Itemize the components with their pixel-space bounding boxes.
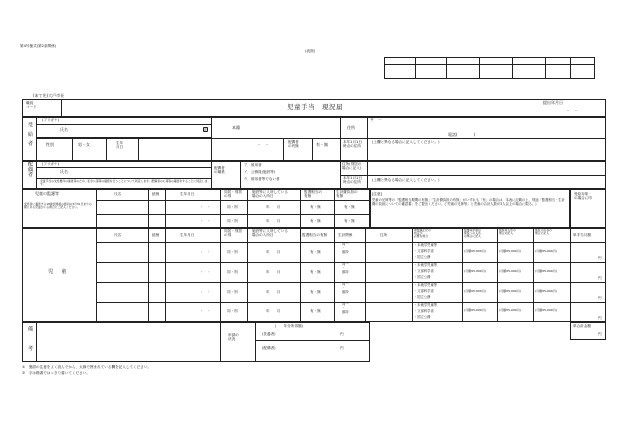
child-yen: 円 — [598, 316, 602, 320]
self-col-facility: 施設等に入所している 場合の入所日 — [252, 190, 288, 199]
right-bottom-label: 単合計金額 — [573, 324, 591, 328]
child-amount-2: (月額¥5,000円) — [499, 249, 521, 253]
child-custody[interactable]: 有・無 — [310, 250, 321, 254]
submission-date-value[interactable]: ・ ・ — [566, 108, 578, 113]
child-opt[interactable]: ・文部科学省 — [414, 269, 434, 273]
child-custody[interactable]: 有・無 — [310, 309, 321, 313]
children-col-custody: 監護相当の有無 — [302, 233, 328, 237]
spouse-category-label: 配偶者 の職業 — [214, 166, 225, 175]
spouse-side-label: 配偶者 — [26, 161, 33, 177]
children-extra-col-2: 監護等が国の 施設への入所 の場合に記入 — [464, 228, 481, 239]
self-col-support: 生計費負担の 有無 — [336, 190, 358, 199]
child-yen: 円 — [598, 256, 602, 260]
children-col-relation: 続柄 — [152, 233, 160, 237]
child-amount-2: (月額¥5,000円) — [499, 308, 521, 312]
applicant-sex-options[interactable]: 男・女 — [78, 142, 90, 147]
children-col-dob: 生年月日 — [180, 233, 195, 237]
applicant-spouse-label: 配偶者 の有無 — [288, 140, 299, 149]
child-amount-3: (月額¥5,000円) — [535, 289, 557, 293]
child-dob[interactable]: ・ ・ — [200, 309, 211, 313]
children-extra-col-1: 単独適正化の 判定が 必要な場合 — [414, 228, 431, 239]
remarks-block — [22, 322, 370, 365]
self-col-relation: 続柄 — [152, 192, 160, 196]
child-cohab[interactable]: 同・別 — [227, 290, 238, 294]
child-cohab[interactable]: 同・別 — [227, 250, 238, 254]
child-living[interactable]: 同一 ・ 維持 — [342, 302, 349, 314]
submission-date-label: 提出年月日 — [543, 100, 563, 105]
child-amount-1: (月額¥5,000円) — [464, 289, 486, 293]
spouse-category-item: ウ．被用者等でない者 — [244, 177, 280, 181]
child-opt[interactable]: ・国立公務 — [414, 315, 431, 319]
children-col-name: 氏名 — [114, 233, 122, 237]
child-cohab[interactable]: 同・別 — [227, 309, 238, 313]
child-opt[interactable]: ・文部科学省 — [414, 289, 434, 293]
remarks-status-label: 申請の 状況 — [228, 333, 239, 342]
applicant-seal-icon: 印 — [204, 128, 208, 132]
self-row-cohab[interactable]: 同・別 — [227, 205, 238, 209]
applicant-birthday-label: 生年 月日 — [116, 141, 124, 150]
child-dob[interactable]: ・ ・ — [200, 250, 211, 254]
child-opt[interactable]: ・未就学児童等 — [414, 303, 438, 307]
spouse-category-item: イ．公務員(施設等) — [244, 170, 276, 174]
self-row-support[interactable]: 有・無 — [344, 205, 355, 209]
child-opt[interactable]: ・国立公務 — [414, 255, 431, 259]
self-col-dob: 生年月日 — [180, 192, 195, 196]
children-col-facility: 施設等に入所している 場合の入所日 — [252, 229, 288, 238]
office-code-label: 職員 コード — [26, 101, 37, 110]
child-custody[interactable]: 有・無 — [310, 270, 321, 274]
child-custody[interactable]: 有・無 — [310, 290, 321, 294]
self-row-ym[interactable]: 年 月 — [266, 219, 281, 223]
child-yen: 円 — [598, 296, 602, 300]
self-row-dob[interactable]: ・ ・ — [200, 205, 211, 209]
paper-type: (表面) — [305, 49, 315, 53]
child-living[interactable]: 同一 ・ 維持 — [342, 282, 349, 294]
applicant-sex-label: 性別 — [46, 142, 54, 147]
self-col-cohab: 同居・別居 の別 — [224, 190, 242, 199]
applicant-side-label: 受給者 — [26, 122, 33, 150]
notice-box — [370, 189, 570, 228]
remarks-yen-1: 円 — [340, 332, 344, 336]
child-ym[interactable]: 年 月 — [266, 270, 281, 274]
child-opt[interactable]: ・未就学児童等 — [414, 243, 438, 247]
child-cohab[interactable]: 同・別 — [227, 270, 238, 274]
children-col-address: 住所 — [380, 233, 388, 237]
applicant-postal[interactable]: 〒 － — [370, 117, 382, 122]
children-col-living: 生計関係 — [338, 233, 353, 237]
child-amount-3: (月額¥5,000円) — [535, 269, 557, 273]
child-opt[interactable]: ・未就学児童等 — [414, 263, 438, 267]
child-opt[interactable]: ・文部科学省 — [414, 249, 434, 253]
child-amount-1: (月額¥5,000円) — [464, 308, 486, 312]
form-number: 第4号様式(第2条関係) — [20, 44, 57, 48]
self-row-cohab[interactable]: 同・別 — [227, 219, 238, 223]
spouse-jan1-label: 本年1月1日 時点の住所 — [343, 176, 362, 185]
child-opt[interactable]: ・国立公務 — [414, 295, 431, 299]
remarks-tax-status: ( 年分所得額) — [275, 324, 303, 328]
self-row-custody[interactable]: 有・無 — [310, 219, 321, 223]
self-row-ym[interactable]: 年 月 — [266, 205, 281, 209]
child-amount-1: (月額¥5,000円) — [464, 269, 486, 273]
child-amount-3: (月額¥5,000円) — [535, 249, 557, 253]
applicant-phone[interactable]: 電話( ) — [448, 132, 476, 137]
applicant-dob[interactable]: ・ ・ — [257, 142, 269, 147]
right-mid-label: 単手当月額 — [573, 233, 591, 237]
remarks-yen-2: 円 — [340, 346, 344, 350]
footnote: ② 字は楷書ではっきり書いてください。 — [22, 371, 90, 375]
child-opt[interactable]: ・文部科学省 — [414, 309, 434, 313]
children-extra-col-3: 施設等入所の 場合の記入 — [499, 228, 516, 236]
self-row-custody[interactable]: 有・無 — [310, 205, 321, 209]
spouse-furigana-label: (フリガナ) — [42, 162, 59, 166]
child-living[interactable]: 同一 ・ 維持 — [342, 262, 349, 274]
notice-title: [注意] — [372, 192, 382, 196]
self-col-name: 氏名 — [114, 192, 122, 196]
self-row-support[interactable]: 有・無 — [344, 219, 355, 223]
applicant-address-label: 住所 — [347, 125, 355, 130]
right-top-label: 受給対象 の場合に印 — [574, 192, 592, 201]
child-dob[interactable]: ・ ・ — [200, 270, 211, 274]
child-ym[interactable]: 年 月 — [266, 250, 281, 254]
child-living[interactable]: 同一 ・ 維持 — [342, 242, 349, 254]
child-dob[interactable]: ・ ・ — [200, 290, 211, 294]
applicant-jan1-note: (上欄と異なる場合に記入してください。) — [372, 140, 440, 144]
footnote: ① 裏面の注意をよく読んでから、太線で囲まれている欄を記入してください。 — [22, 365, 152, 369]
right-bottom-yen: 円 — [598, 332, 602, 336]
self-subnote: 受給者に養育する18歳到達後の最初の3月31日までの間にある児童がいる場合にご記入ください。 — [24, 202, 92, 210]
spouse-note: 児童手当の支給要件の審査等のため、私が公簿等の確認を行うことについて同意します。配偶者の公簿等の確認をすることに同意します。 — [40, 179, 208, 187]
addressee: (あて先)大戸市長 — [33, 93, 65, 98]
child-ym[interactable]: 年 月 — [266, 290, 281, 294]
self-header: 児童の監護等 — [35, 191, 59, 196]
applicant-domicile-label: 本籍 — [232, 125, 240, 130]
form-title: 児童手当 現況届 — [287, 103, 343, 111]
children-col-cohab: 同居・別居 の別 — [224, 229, 242, 238]
child-opt[interactable]: ・未就学児童等 — [414, 283, 438, 287]
self-col-custody: 監護相当の 有無 — [304, 190, 322, 199]
children-side-label: 児童 — [48, 269, 75, 275]
spouse-name-field[interactable] — [80, 167, 211, 178]
remarks-side-label: 備考 — [26, 326, 33, 365]
spouse-name-label: 氏名 — [60, 169, 68, 174]
remarks-dependents-1: (扶養者) — [262, 332, 276, 336]
applicant-jan1-label: 本年1月1日 時点の住所 — [343, 140, 362, 149]
child-opt[interactable]: ・国立公務 — [414, 275, 431, 279]
notice-text: 児童の兄姉等の「監護相当期間の有無」「生計費負担の有無」がいずれも「有」の場合は、本表に記載の上、別途「監護相当・生計費の負担についての確認書」をご提出ください。(「児童の兄姉等」と児童の合計人数が3人以上の場合に限る。) — [372, 198, 565, 206]
self-row-dob[interactable]: ・ ・ — [200, 219, 211, 223]
child-yen: 円 — [598, 276, 602, 280]
child-amount-3: (月額¥5,000円) — [535, 308, 557, 312]
spouse-address-label: 住所(別居の 場合に記入) — [342, 162, 362, 171]
applicant-name-field[interactable] — [36, 124, 211, 138]
child-amount-2: (月額¥5,000円) — [499, 269, 521, 273]
children-extra-col-4: 施設入所等の 場合に記入 — [535, 228, 552, 236]
child-ym[interactable]: 年 月 — [266, 309, 281, 313]
child-amount-2: (月額¥5,000円) — [499, 289, 521, 293]
applicant-spouse-options[interactable]: 有・無 — [316, 142, 328, 147]
remarks-dependents-2: (配偶者) — [262, 346, 276, 350]
spouse-jan1-note: (上欄と異なる場合に記入してください。) — [372, 178, 440, 182]
applicant-furigana-label: (フリガナ) — [42, 118, 59, 122]
child-amount-1: (月額¥5,000円) — [464, 249, 486, 253]
applicant-name-label: 氏名 — [60, 127, 68, 132]
spouse-category-item: ア．被用者 — [244, 163, 262, 167]
